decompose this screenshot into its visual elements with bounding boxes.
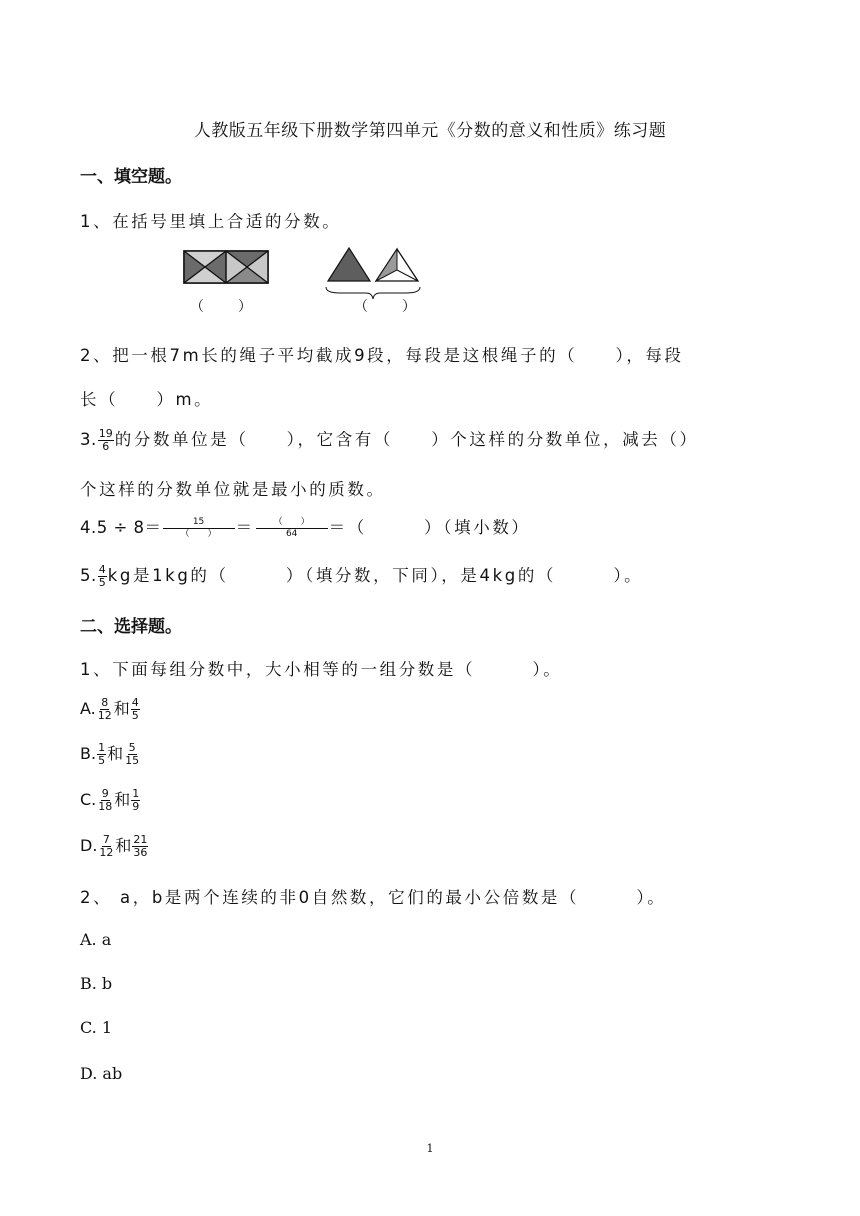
option-2-2-d[interactable]: D. ab	[80, 1064, 123, 1083]
fraction-denominator: 36	[133, 846, 148, 859]
fraction-denominator: 5	[131, 709, 139, 722]
fraction-denominator: 9	[132, 800, 140, 813]
option-label: C.	[80, 790, 97, 809]
answer-blank-rectangle[interactable]: （ ）	[190, 299, 254, 315]
option-label: B.	[80, 744, 97, 763]
option-fraction-first	[97, 788, 113, 813]
option-fraction-second	[131, 788, 140, 813]
fraction-numerator: 19	[98, 427, 113, 440]
question-2-2: 2、 a，b是两个连续的非0自然数，它们的最小公倍数是（ ）。	[80, 888, 667, 907]
fraction-numerator: 21	[133, 833, 148, 846]
fraction-numerator-blank[interactable]: （ ）	[256, 517, 328, 529]
fraction-4-5	[98, 564, 107, 589]
fraction-numerator: 1	[98, 741, 106, 754]
page-number: 1	[426, 1142, 434, 1155]
fraction-denominator: 5	[98, 576, 106, 589]
option-fraction-second	[124, 742, 140, 767]
question-1-5-text: kg是1kg的（ ）（填分数，下同），是4kg的（ ）。	[107, 566, 644, 585]
equation-lhs: 4.5 ÷ 8＝	[80, 518, 162, 537]
fraction-denominator: 15	[125, 754, 140, 767]
answer-blank-triangles[interactable]: （ ）	[354, 299, 418, 315]
equals-sign: ＝	[235, 518, 255, 537]
option-and: 和	[115, 836, 132, 855]
question-1-2-line2: 长（ ）m。	[80, 390, 214, 409]
fraction-numerator: 4	[131, 696, 139, 709]
fraction-numerator: 9	[101, 787, 109, 800]
option-2-1-a[interactable]	[80, 696, 141, 722]
fraction-denominator: 6	[102, 440, 110, 453]
fraction-numerator: 4	[98, 563, 106, 576]
option-2-1-d[interactable]	[80, 833, 149, 859]
page-title: 人教版五年级下册数学第四单元《分数的意义和性质》练习题	[193, 121, 667, 141]
question-number: 5.	[80, 566, 97, 585]
option-label: A.	[80, 699, 96, 718]
fraction-19-6	[98, 428, 114, 453]
option-2-1-c[interactable]	[80, 787, 141, 813]
option-fraction-second	[132, 834, 148, 859]
rectangle-figure	[183, 250, 269, 284]
fraction-numerator: 8	[101, 696, 109, 709]
fraction-denominator: 5	[98, 754, 106, 767]
fraction-numerator: 15	[163, 517, 235, 529]
question-1-3-line2: 个这样的分数单位就是最小的质数。	[80, 480, 386, 499]
question-1-2-line1: 2、把一根7m长的绳子平均截成9段，每段是这根绳子的（ ），每段	[80, 346, 684, 365]
fraction-15-blank	[163, 517, 235, 540]
option-label: D.	[80, 836, 98, 855]
option-2-2-b[interactable]: B. b	[80, 974, 113, 993]
option-fraction-first	[97, 742, 106, 767]
fraction-numerator: 5	[128, 741, 136, 754]
fraction-denominator: 12	[97, 709, 112, 722]
section-heading-multiple-choice: 二、选择题。	[80, 617, 182, 637]
option-2-2-c[interactable]: C. 1	[80, 1018, 113, 1037]
option-2-2-a[interactable]: A. a	[80, 930, 112, 949]
fraction-blank-64	[256, 517, 328, 540]
option-fraction-second	[131, 697, 140, 722]
option-fraction-first	[98, 834, 114, 859]
fraction-denominator: 64	[285, 529, 298, 539]
question-number: 3.	[80, 430, 97, 449]
fraction-denominator: 12	[99, 846, 114, 859]
option-and: 和	[114, 790, 131, 809]
question-1-3-text: 的分数单位是（ ），它含有（ ）个这样的分数单位，减去（）	[114, 430, 699, 449]
option-and: 和	[107, 744, 124, 763]
section-heading-fill-in: 一、填空题。	[80, 167, 182, 187]
equation-rest: ＝（ ）（填小数）	[328, 518, 531, 537]
fraction-denominator-blank[interactable]: （ ）	[180, 529, 217, 539]
question-1-4	[80, 514, 531, 540]
fraction-numerator: 1	[132, 787, 140, 800]
question-1-5	[80, 562, 643, 589]
question-1-3-line1	[80, 426, 699, 453]
question-1-1: 1、在括号里填上合适的分数。	[80, 212, 342, 231]
option-and: 和	[113, 699, 130, 718]
option-2-1-b[interactable]	[80, 741, 141, 767]
fraction-denominator: 18	[98, 800, 113, 813]
fraction-numerator: 7	[102, 833, 110, 846]
question-2-1: 1、下面每组分数中，大小相等的一组分数是（ ）。	[80, 660, 563, 679]
option-fraction-first	[97, 697, 113, 722]
